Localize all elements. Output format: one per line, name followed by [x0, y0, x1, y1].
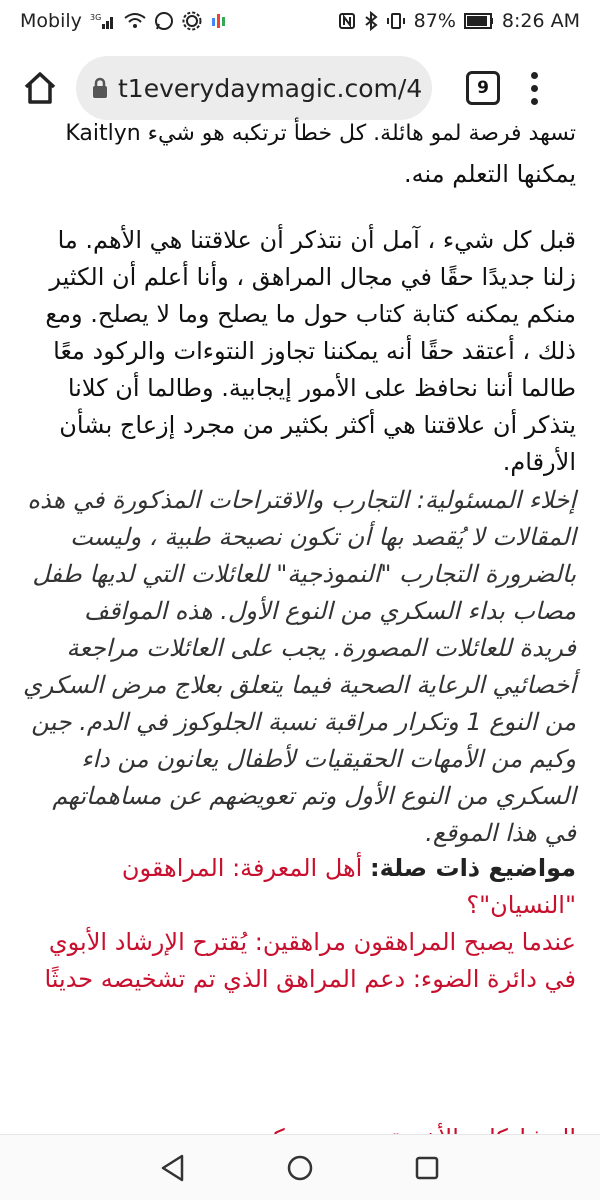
bluetooth-icon — [364, 11, 378, 31]
back-button[interactable] — [155, 1150, 191, 1186]
status-right — [338, 10, 580, 32]
status-left — [20, 10, 228, 32]
signal-icon — [90, 12, 116, 30]
tab-switcher-button[interactable] — [466, 71, 500, 105]
url-text[interactable]: t1everydaymagic.com/4 — [118, 73, 423, 103]
carrier-label: Mobily — [20, 10, 82, 32]
settings-icon — [182, 11, 202, 31]
system-nav-bar — [0, 1134, 600, 1200]
home-button[interactable] — [14, 62, 66, 114]
lock-icon[interactable] — [92, 77, 108, 99]
clipped-text-line: تسهد فرصة لمو هائلة. كل خطأ ترتكبه هو شيء Kaitlyn — [65, 121, 576, 146]
recents-icon — [415, 1156, 439, 1180]
article-content — [20, 121, 576, 1154]
paragraph-2: قبل كل شيء ، آمل أن نتذكر أن علاقتنا هي الأهم. ما زلنا جديدًا حقًا في مجال المراهق ، وأنا أعلم أن الكثير منكم يمكنه كتابة كتاب حول ما يصلح وما لا يصلح. ومع ذلك ، أعتقد حقًا أنه يمكننا تجاوز النتوءات والركود معًا طالما أننا نحافظ على الأمور إيجابية. وطالما أن كلانا يتذكر أن علاقتنا هي أكثر بكثير من مجرد إزعاج بشأن الأرقام. — [45, 226, 576, 476]
battery-icon — [464, 13, 494, 29]
related-label: مواضيع ذات صلة: — [369, 854, 576, 882]
back-icon — [160, 1154, 186, 1182]
clock: 8:26 AM — [501, 10, 580, 32]
related-topics — [20, 850, 576, 998]
battery-percent: 87% — [413, 10, 456, 32]
tab-count: 9 — [477, 78, 489, 98]
related-link-2[interactable]: عندما يصبح المراهقون مراهقين: يُقترح الإرشاد الأبوي في دائرة الضوء: دعم المراهق الذي تم تشخيصه حديثًا — [44, 928, 576, 993]
vibrate-icon — [386, 11, 406, 31]
home-icon — [22, 71, 58, 105]
home-circle-icon — [286, 1154, 314, 1182]
wifi-icon — [124, 12, 146, 30]
disclaimer-paragraph: إخلاء المسئولية: التجارب والاقتراحات المذكورة في هذه المقالات لا يُقصد بها أن تكون نصيحة طبية ، وليست بالضرورة التجارب "النموذجية" للعائلات التي لديها طفل مصاب بداء السكري من النوع الأول. هذه المواقف فريدة للعائلات المصورة. يجب على العائلات مراجعة أخصائيي الرعاية الصحية فيما يتعلق بعلاج مرض السكري من النوع 1 وتكرار مراقبة نسبة الجلوكوز في الدم. جين وكيم من الأمهات الحقيقيات لأطفال يعانون من داء السكري من النوع الأول وتم تعويضهم عن مساهماتهم في هذا الموقع. — [23, 486, 576, 847]
related-link-1[interactable]: أهل المعرفة: المراهقون "النسيان"؟ — [121, 854, 576, 919]
address-bar[interactable] — [76, 56, 432, 120]
overflow-menu-icon[interactable] — [522, 62, 546, 114]
status-bar — [0, 0, 600, 42]
whatsapp-icon — [154, 11, 174, 31]
app-icon — [210, 12, 228, 30]
paragraph-1: يمكنها التعلم منه. — [404, 160, 576, 188]
network-label: 3G — [89, 13, 102, 22]
home-nav-button[interactable] — [282, 1150, 318, 1186]
nfc-icon — [338, 12, 356, 30]
recents-button[interactable] — [409, 1150, 445, 1186]
